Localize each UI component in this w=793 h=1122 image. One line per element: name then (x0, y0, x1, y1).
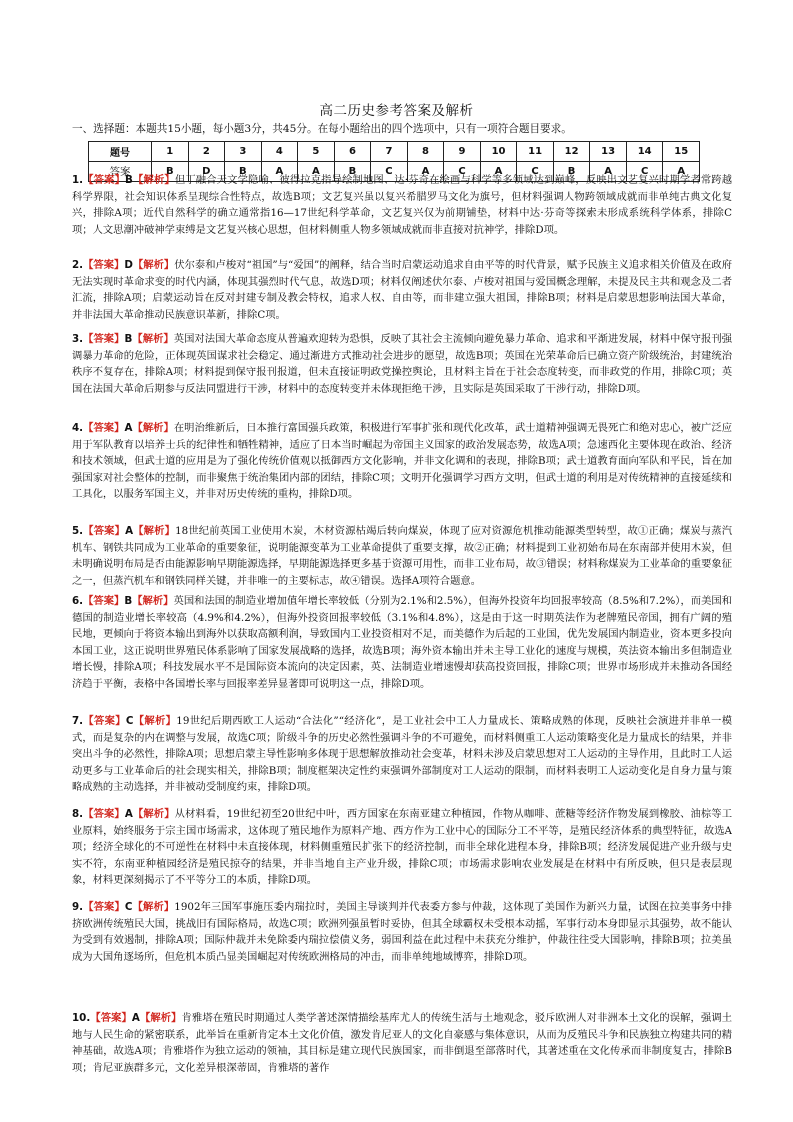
question-number-cell: 4 (261, 142, 298, 162)
question-number: 7. (72, 715, 84, 727)
analysis-text: 英国对法国大革命态度从普遍欢迎转为恐惧，反映了其社会主流倾向避免暴力革命、追求和平渐进发展，材料中保守报刊强调暴力革命的危险，正体现英国谋求社会稳定、通过渐进方式推动社会进步的愿望，故选B项；英国在光荣革命后已确立资产阶级统治，封建统治秩序不复存在，排除A项；材料提到保守报刊报道，但未直接证明政党操控舆论，且材料主旨在于社会态度转变，而非政党的作用，排除C项；英国在法国大革命后期参与反法同盟进行干涉，材料中的态度转变并未体现拒绝干涉，且实际是英国采取了干涉行动，排除D项。 (72, 333, 732, 395)
answer-letter: B (124, 333, 133, 345)
question-number-cell: 8 (407, 142, 444, 162)
question-number: 6. (72, 595, 84, 607)
answer-letter: A (124, 422, 133, 434)
question-number-cell: 2 (188, 142, 225, 162)
answer-cell: C (517, 162, 554, 182)
answer-cell: A (590, 162, 627, 182)
question-number: 5. (72, 525, 84, 537)
question-number-cell: 5 (298, 142, 335, 162)
question-number-cell: 14 (626, 142, 663, 162)
answer-cell: B (553, 162, 590, 182)
answer-tag: 【答案】 (83, 174, 126, 186)
row-label: 答案 (89, 162, 152, 182)
analysis-tag: 【解析】 (132, 174, 175, 186)
answer-tag: 【答案】 (90, 1012, 132, 1024)
answer-cell: B (334, 162, 371, 182)
answer-cell: A (298, 162, 335, 182)
answer-tag: 【答案】 (83, 595, 125, 607)
answer-cell: A (261, 162, 298, 182)
question-number-row (89, 142, 700, 162)
analysis-tag: 【解析】 (139, 1012, 182, 1024)
analysis-tag: 【解析】 (132, 595, 174, 607)
question-number-cell: 6 (334, 142, 371, 162)
explanation-item (72, 172, 732, 256)
explanation-item (72, 331, 732, 420)
question-number-cell: 13 (590, 142, 627, 162)
answer-tag: 【答案】 (83, 901, 125, 913)
analysis-text: 1902年三国军事施压委内瑞拉时，美国主导谈判并代表委方参与仲裁，这体现了美国作为新兴力量，试图在拉美事务中排挤欧洲传统殖民大国，挑战旧有国际格局，故选C项；欧洲列强虽暂时妥协，但其全球霸权未受根本动摇，军事行动本身即显示其强势，故不能认为受到有效遏制，排除A项；国际仲裁并未免除委内瑞拉偿债义务，弱国利益在此过程中未获充分维护，仲裁往往受大国影响，排除B项；拉美虽成为大国角逐场所，但危机本质凸显美国崛起对传统欧洲格局的冲击，而非单纯地域博弈，排除D项。 (72, 901, 732, 963)
question-number: 4. (72, 422, 84, 434)
analysis-text: 伏尔泰和卢梭对“祖国”与“爱国”的阐释，结合当时启蒙运动追求自由平等的时代背景，赋予民族主义追求相关价值及在政府无法实现时革命求变的时代内涵，体现其强烈时代气息，故选D项；材料仅阐述伏尔泰、卢梭对祖国与爱国概念理解，未提及民主共和观念及二者汇流，排除A项；启蒙运动旨在反对封建专制及教会特权，追求人权、自由等，而非建立强大祖国，排除B项；材料是启蒙思想影响法国大革命，并非法国大革命推动民族意识革新，排除C项。 (72, 259, 732, 321)
explanation-item (72, 1010, 732, 1110)
question-number-cell: 12 (553, 142, 590, 162)
analysis-text: 肯雅塔在殖民时期通过人类学著述深情描绘基库尤人的传统生活与土地观念，驳斥欧洲人对非洲本土文化的误解，强调土地与人民生命的紧密联系，此举旨在重新肯定本土文化价值，激发肯尼亚人的文化自豪感与集体意识，从而为反殖民斗争和民族独立构建共同的精神基础，故选A项；肯雅塔作为独立运动的领袖，其目标是建立现代民族国家，而非倒退至部落时代，其著述重在文化传承而非制度复古，排除B项；肯尼亚族群多元，文化差异根深蒂固，肯雅塔的著作 (72, 1012, 732, 1074)
explanation-item (72, 420, 732, 523)
analysis-text: 19世纪后期西欧工人运动“合法化”“经济化”，是工业社会中工人力量成长、策略成熟的体现，反映社会演进并非单一模式，而是复杂的内在调整与发展，故选C项；阶级斗争的历史必然性强调斗争的不可避免，而材料侧重工人运动策略变化是力量成长的结果，并非突出斗争的必然性，排除A项；思想启蒙主导性影响多体现于思想解放推动社会变革，材料未涉及启蒙思想对工人运动的主导作用，且此时工人运动更多与工业革命后的社会现实相关，排除B项；制度框架决定性约束强调外部制度对工人运动的限制，而材料表明工人运动变化是自身力量与策略成熟的主动选择，并非被动受制度约束，排除D项。 (72, 715, 732, 793)
answer-tag: 【答案】 (83, 715, 126, 727)
question-number: 1. (72, 174, 84, 186)
analysis-tag: 【解析】 (133, 715, 177, 727)
analysis-tag: 【解析】 (132, 333, 174, 345)
answer-letter: C (124, 901, 133, 913)
question-number-cell: 15 (663, 142, 700, 162)
question-number-cell: 7 (371, 142, 408, 162)
section-instruction: 一、选择题：本题共15小题，每小题3分，共45分。在每小题给出的四个选项中，只有一项符合题目要求。 (72, 123, 572, 135)
analysis-tag: 【解析】 (133, 525, 176, 537)
answer-cell: C (444, 162, 481, 182)
analysis-text: 英国和法国的制造业增加值年增长率较低（分别为2.1%和2.5%），但海外投资年均回报率较高（8.5%和7.2%），而美国和德国的制造业增长率较高（4.9%和4.2%），但海外投资回报率较低（3.1%和4.8%），这是由于这一时期英法作为老牌殖民帝国，拥有广阔的殖民地，更倾向于将资本输出到海外以获取高额利润，导致国内工业投资相对不足，而美德作为后起的工业国，优先发展国内制造业，资本更多投向本国工业，这正说明世界殖民体系影响了国家发展战略的选择，故选B项；海外资本输出并未主导工业化的速度与规模，英法资本输出多但制造业增长慢，排除A项；科技发展水平不是国际资本流向的决定因素，英、法制造业增速慢却获高投资回报，排除C项；世界市场形成并未推动各国经济趋于平衡，表格中各国增长率与回报率差异显著即可说明这一点，排除D项。 (72, 595, 732, 690)
answer-cell: D (188, 162, 225, 182)
analysis-tag: 【解析】 (132, 422, 174, 434)
question-number-cell: 3 (225, 142, 262, 162)
explanation-item (72, 257, 732, 331)
question-number: 2. (72, 259, 84, 271)
question-number: 8. (72, 808, 84, 820)
question-number: 9. (72, 901, 84, 913)
answer-letter: B (125, 174, 133, 186)
explanation-item (72, 593, 732, 713)
answer-letter: A (131, 1012, 140, 1024)
answer-cell: A (480, 162, 517, 182)
answer-letter: D (124, 259, 133, 271)
analysis-tag: 【解析】 (132, 259, 175, 271)
answer-tag: 【答案】 (83, 259, 125, 271)
analysis-text: 在明治维新后，日本推行富国强兵政策，积极进行军事扩张和现代化改革，武士道精神强调无畏死亡和绝对忠心，被广泛应用于军队教育以培养士兵的纪律性和牺牲精神，适应了日本当时崛起为帝国主义国家的政治发展态势，故选A项；急速西化主要体现在政治、经济和技术领域，但武士道的应用是为了强化传统价值观以抵御西方文化影响，并非文化调和的表现，排除B项；武士道教育面向军队和平民，旨在加强国家对社会整体的控制，而非聚焦于统治集团内部的团结，排除C项；文明开化强调学习西方文明，但武士道的利用是对传统精神的直接延续和工具化，以服务军国主义，并非对历史传统的重构，排除D项。 (72, 422, 732, 500)
page-title: 高二历史参考答案及解析 (319, 103, 474, 119)
answer-tag: 【答案】 (83, 422, 125, 434)
answer-cell: B (225, 162, 262, 182)
analysis-text: 18世纪前英国工业使用木炭，木材资源枯竭后转向煤炭，体现了应对资源危机推动能源类型转型，故①正确；煤炭与蒸汽机车、钢铁共同成为工业革命的重要象征，说明能源变革为工业革命提供了重要支撑，故②正确；材料提到工业初始布局在东南部并使用木炭，但未明确说明布局是否由能源影响早期能源选择，早期能源选择更多基于资源可用性，而非工业布局，故③错误；材料称煤炭为工业革命的重要象征之一，但蒸汽机车和钢铁同样关键，并非唯一的主要标志，故④错误。选择A项符合题意。 (72, 525, 732, 587)
answer-tag: 【答案】 (83, 525, 126, 537)
answer-letter: C (125, 715, 134, 727)
answer-tag: 【答案】 (83, 808, 125, 820)
answer-cell: A (407, 162, 444, 182)
row-label: 题号 (89, 142, 152, 162)
analysis-text: 从材料看，19世纪初至20世纪中叶，西方国家在东南亚建立种植园，作物从咖啡、蔗糖等经济作物发展到橡胶、油棕等工业原料，始终服务于宗主国市场需求，这体现了殖民地作为原料产地、西方作为工业中心的国际分工不平等，是殖民经济体系的典型特征，故选A项；经济全球化的不可逆性在材料中未直接体现，材料侧重殖民扩张下的经济控制，而非全球化进程本身，排除B项；经济发展促进产业升级与史实不符，东南亚种植园经济是殖民掠夺的结果，并非当地自主产业升级，排除C项；市场需求影响农业发展是在材料中有所反映，但只是表层现象，材料更深刻揭示了不平等分工的本质，排除D项。 (72, 808, 732, 886)
analysis-tag: 【解析】 (132, 901, 175, 913)
question-number-cell: 11 (517, 142, 554, 162)
answer-letter: A (125, 525, 134, 537)
answer-letter: A (124, 808, 133, 820)
explanation-item (72, 899, 732, 1010)
explanation-item (72, 806, 732, 899)
answer-cell: C (371, 162, 408, 182)
analysis-tag: 【解析】 (132, 808, 175, 820)
answer-cell: C (626, 162, 663, 182)
answer-letter: B (124, 595, 133, 607)
analysis-text: 但丁融合天文学隐喻、彼得拉克指导绘制地图、达·芬奇在绘画与科学等多领域达到巅峰，反映出文艺复兴时期学者常跨越科学界限，社会知识体系呈现综合性特点，故选B项；文艺复兴虽以复兴希腊罗马文化为旗号，但材料强调人物跨领域成就而非单纯古典文化复兴，排除A项；近代自然科学的确立通常指16—17世纪科学革命，文艺复兴仅为前期铺垫，材料中达·芬奇等探索未形成系统科学体系，排除C项；人文思潮冲破神学束缚是文艺复兴核心思想，但材料侧重人物多领域成就而非直接对抗神学，排除D项。 (72, 174, 732, 236)
question-number: 10. (72, 1012, 91, 1024)
question-number-cell: 1 (152, 142, 189, 162)
question-number-cell: 10 (480, 142, 517, 162)
explanation-item (72, 713, 732, 806)
answer-cell: B (152, 162, 189, 182)
answer-cell: A (663, 162, 700, 182)
answer-tag: 【答案】 (83, 333, 125, 345)
explanation-item (72, 523, 732, 593)
question-number-cell: 9 (444, 142, 481, 162)
question-number: 3. (72, 333, 84, 345)
